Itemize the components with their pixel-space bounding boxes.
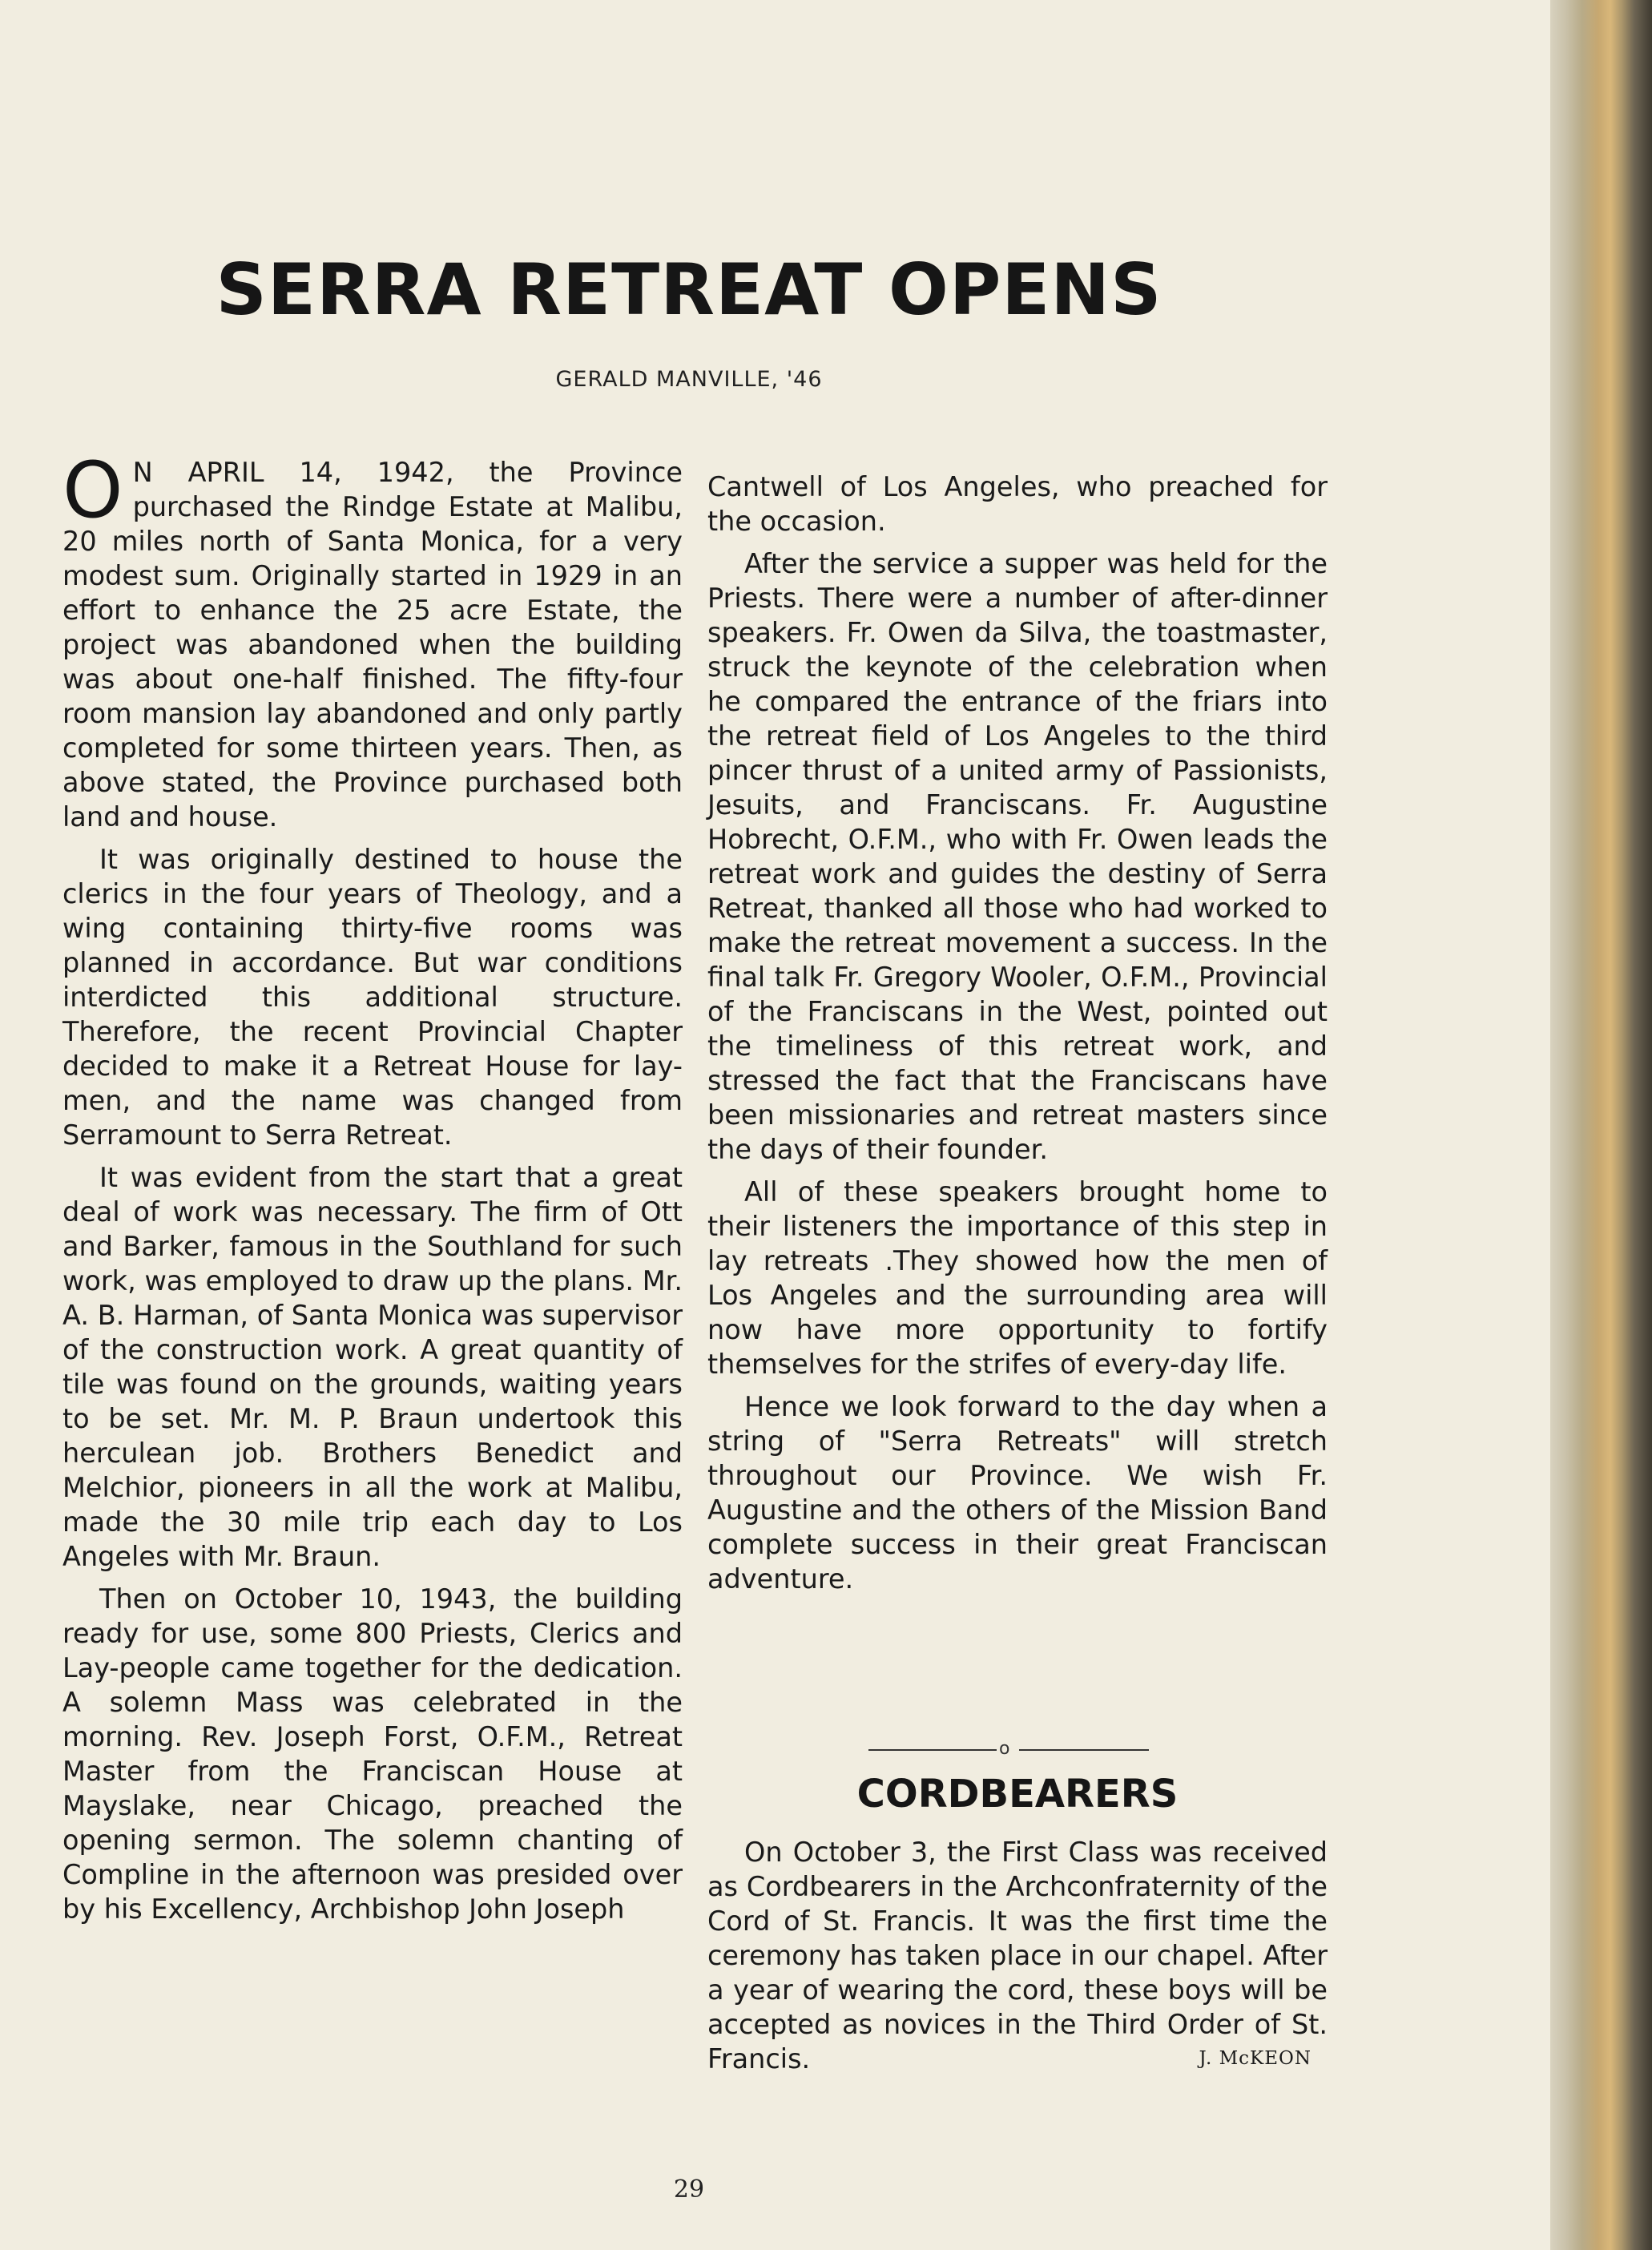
left-column xyxy=(62,446,683,1934)
separator-line-left xyxy=(868,1749,997,1751)
separator-line-right xyxy=(1019,1749,1149,1751)
cordbearers-title: CORDBEARERS xyxy=(856,1772,1179,1817)
separator-circle: o xyxy=(999,1739,1010,1759)
paragraph-7: Hence we look forward to the day when a string of "Serra Retreats" will stretch throughout our Province. We wish Fr. Augustine and the others of the Mission Band complete success in their great Franciscan adventure. xyxy=(707,1391,1328,1595)
article-byline: GERALD MANVILLE, '46 xyxy=(555,367,823,392)
paragraph-1 xyxy=(62,446,683,834)
cordbearers-column xyxy=(707,1835,1328,2084)
book-page-edges xyxy=(1550,0,1652,2250)
paragraph-continuation: Cantwell of Los Angeles, who preached for the occasion. xyxy=(707,471,1328,537)
cordbearers-paragraph xyxy=(707,1835,1328,2076)
drop-cap: O xyxy=(62,446,123,535)
paragraph-4: Then on October 10, 1943, the building ready for use, some 800 Priests, Clerics and Lay-people came together for the dedication. A solemn Mass was celebrated in the morning. Rev. Joseph Forst, O.F.M., Retreat Master from the Franciscan House at Mayslake, near Chicago, preached the opening sermon. The solemn chanting of Compline in the afternoon was presided over by his Excellency, Archbishop John Joseph xyxy=(62,1583,683,1925)
right-column xyxy=(707,470,1328,1604)
article-title: SERRA RETREAT OPENS xyxy=(216,248,1162,331)
paragraph-6: All of these speakers brought home to their listeners the importance of this step in lay retreats .They showed how the men of Los Angeles and the surrounding area will now have more opportunity to fortify themselves for the strifes of every-day life. xyxy=(707,1176,1328,1380)
paragraph-3: It was evident from the start that a great deal of work was necessary. The firm of Ott and Barker, famous in the Southland for such work, was employed to draw up the plans. Mr. A. B. Harman, of Santa Monica was supervisor of the construction work. A great quantity of tile was found on the grounds, waiting years to be set. Mr. M. P. Braun undertook this herculean job. Brothers Benedict and Melchior, pioneers in all the work at Malibu, made the 30 mile trip each day to Los Angeles with Mr. Braun. xyxy=(62,1162,683,1572)
paragraph-1-text: N APRIL 14, 1942, the Province purchased the Rindge Estate at Malibu, 20 miles north of Santa Monica, for a very modest sum. Originally started in 1929 in an effort to enhance the 25 acre Estate, the project was abandoned when the building was about one-half finished. The fifty-four room mansion lay abandoned and only partly completed for some thirteen years. Then, as above stated, the Province purchased both land and house. xyxy=(62,457,683,833)
cordbearers-text: On October 3, the First Class was received as Cordbearers in the Archconfraternity of the Cord of St. Francis. It was the first time the ceremony has taken place in our chapel. After a year of wearing the cord, these boys will be accepted as novices in the Third Order of St. Francis. xyxy=(707,1837,1328,2075)
cordbearers-author: J. McKEON xyxy=(1199,2048,1312,2069)
paragraph-5: After the service a supper was held for the Priests. There were a number of after-dinner speakers. Fr. Owen da Silva, the toastmaster, struck the keynote of the celebration when he compared the entrance of the friars into the retreat field of Los Angeles to the third pincer thrust of a united army of Passionists, Jesuits, and Franciscans. Fr. Augustine Hobrecht, O.F.M., who with Fr. Owen leads the retreat work and guides the destiny of Serra Retreat, thanked all those who had worked to make the retreat movement a success. In the final talk Fr. Gregory Wooler, O.F.M., Provincial of the Franciscans in the West, pointed out the timeliness of this retreat work, and stressed the fact that the Franciscans have been missionaries and retreat masters since the days of their founder. xyxy=(707,548,1328,1165)
page-number: 29 xyxy=(673,2175,705,2204)
paragraph-2: It was originally destined to house the clerics in the four years of Theology, and a wing containing thirty-five rooms was planned in accordance. But war conditions interdicted this additional structure. Therefore, the recent Provincial Chapter decided to make it a Retreat House for lay-men, and the name was changed from Serramount to Serra Retreat. xyxy=(62,844,683,1151)
section-separator xyxy=(868,1740,1149,1760)
